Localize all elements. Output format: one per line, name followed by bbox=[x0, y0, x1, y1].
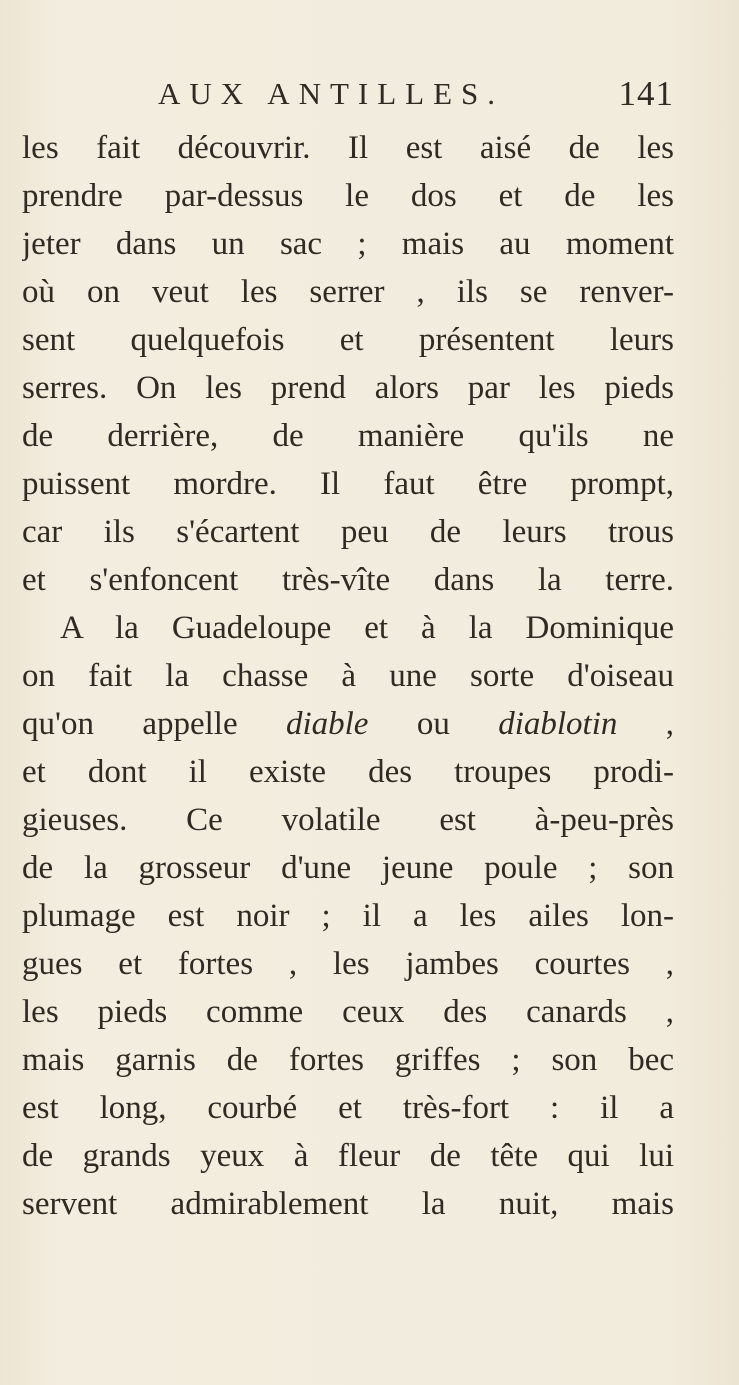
text-line: de derrière, de manière qu'ils ne bbox=[22, 418, 674, 454]
text-line: sent quelquefois et présentent leurs bbox=[22, 322, 674, 358]
running-title: AUX ANTILLES. bbox=[158, 76, 505, 111]
italic-term: diable bbox=[285, 706, 369, 742]
text-line: où on veut les serrer , ils se renver- bbox=[22, 274, 674, 310]
paragraph-start-line: A la Guadeloupe et à la Dominique bbox=[60, 610, 674, 646]
text-line: de grands yeux à fleur de tête qui lui bbox=[22, 1138, 674, 1174]
page-number: 141 bbox=[618, 74, 674, 113]
text-line: les fait découvrir. Il est aisé de les bbox=[22, 130, 674, 166]
text-line: mais garnis de fortes griffes ; son bec bbox=[22, 1042, 674, 1078]
text-segment: , bbox=[617, 706, 674, 742]
text-line: prendre par-dessus le dos et de les bbox=[22, 178, 674, 214]
text-segment: ou bbox=[368, 706, 499, 742]
text-line: jeter dans un sac ; mais au moment bbox=[22, 226, 674, 262]
italic-term: diablotin bbox=[498, 706, 618, 742]
text-line: puissent mordre. Il faut être prompt, bbox=[22, 466, 674, 502]
text-line: gues et fortes , les jambes courtes , bbox=[22, 946, 674, 982]
page-header bbox=[22, 70, 674, 118]
body-text bbox=[22, 124, 674, 1228]
text-line: et s'enfoncent très-vîte dans la terre. bbox=[22, 562, 674, 598]
text-line: est long, courbé et très-fort : il a bbox=[22, 1090, 674, 1126]
text-line: on fait la chasse à une sorte d'oiseau bbox=[22, 658, 674, 694]
text-line: car ils s'écartent peu de leurs trous bbox=[22, 514, 674, 550]
text-line: servent admirablement la nuit, mais bbox=[22, 1186, 674, 1222]
text-segment: qu'on appelle bbox=[22, 706, 286, 742]
text-line: et dont il existe des troupes prodi- bbox=[22, 754, 674, 790]
text-line: plumage est noir ; il a les ailes lon- bbox=[22, 898, 674, 934]
text-line: serres. On les prend alors par les pieds bbox=[22, 370, 674, 406]
text-line-with-italics bbox=[22, 700, 674, 748]
text-line: les pieds comme ceux des canards , bbox=[22, 994, 674, 1030]
text-line: de la grosseur d'une jeune poule ; son bbox=[22, 850, 674, 886]
text-line: gieuses. Ce volatile est à-peu-près bbox=[22, 802, 674, 838]
